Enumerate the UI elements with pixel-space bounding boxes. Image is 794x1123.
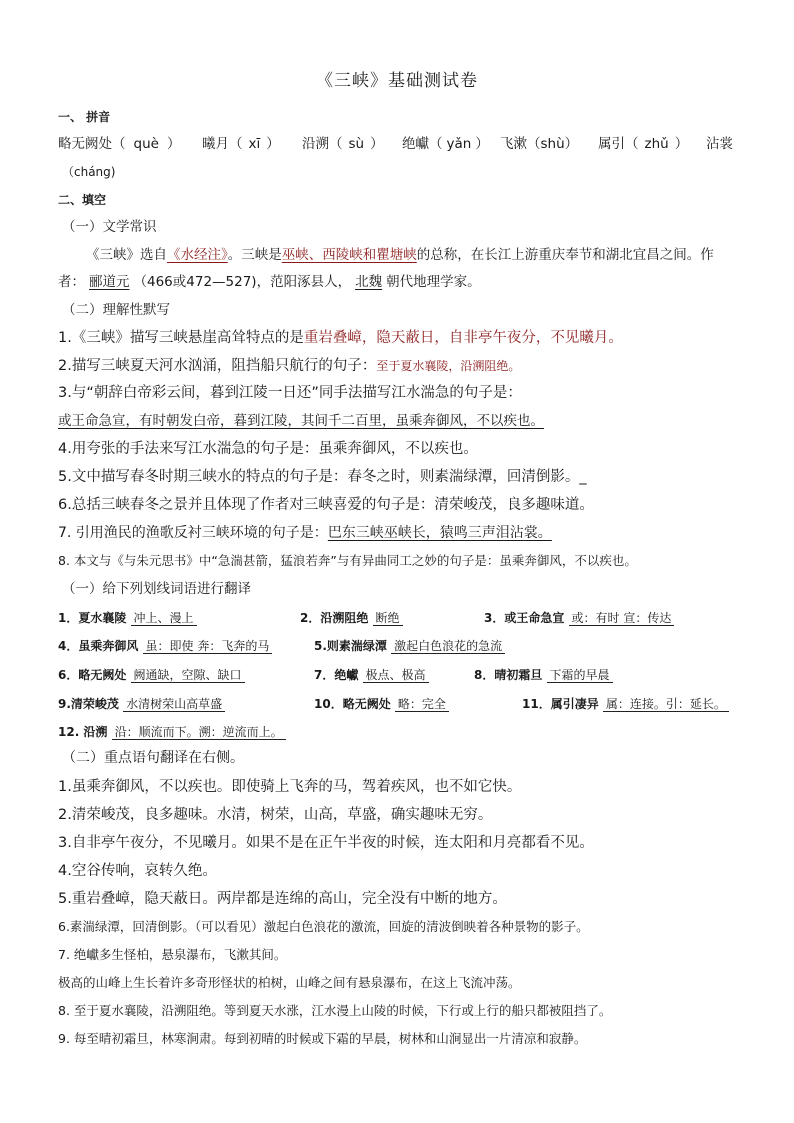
pinyin-wrap: （cháng) (62, 165, 116, 179)
sentence-translation-4: 4.空谷传响，哀转久绝。 (58, 863, 217, 879)
section-fill-heading: 二、填空 (58, 193, 107, 207)
dictation-7: 7. 引用渔民的渔歌反衬三峡环境的句子是：巴东三峡巫峡长，猿鸣三声泪沾裳。 (58, 525, 552, 541)
pinyin-item: 沿溯（ sù ） (302, 136, 384, 152)
sentence-translation-2: 2.清荣峻茂，良多趣味。水清，树荣，山高，草盛，确实趣味无穷。 (58, 807, 493, 823)
sentence-translation-9: 9. 每至晴初霜旦，林寒涧肃。每到初晴的时候或下霜的早晨，树林和山涧显出一片清凉和寂静。 (58, 1031, 587, 1046)
pinyin-item: 飞漱（shù） (500, 136, 579, 152)
word-item: 10．略无阙处 略：完全 (314, 694, 449, 714)
word-item: 11．属引凄异 属：连接。引：延长。 (522, 694, 729, 714)
page-title: 《三峡》基础测试卷 (316, 71, 478, 91)
sentence-translation-7: 7. 绝巘多生怪柏，悬泉瀑布，飞漱其间。 (58, 947, 287, 962)
sentence-translation-3: 3.自非亭午夜分，不见曦月。如果不是在正午半夜的时候，连太阳和月亮都看不见。 (58, 835, 594, 851)
dictation-5: 5.文中描写春冬时期三峡水的特点的句子是：春冬之时，则素湍绿潭，回清倒影。_ (58, 469, 587, 485)
word-item: 2．沿溯阻绝 断绝 (300, 608, 403, 628)
subsection-literature: （一）文学常识 (62, 219, 157, 235)
pinyin-item: 属引（ zhǔ ） (598, 136, 689, 152)
pinyin-item: 绝巘（ yǎn ） (402, 136, 489, 152)
dictation-1: 1.《三峡》描写三峡悬崖高耸特点的是重岩叠嶂，隐天蔽日，自非亭午夜分，不见曦月。 (58, 330, 623, 346)
section-pinyin-heading: 一、 拼音 (58, 110, 111, 124)
section-sentence-translation: （二）重点语句翻译在右侧。 (62, 750, 244, 766)
literature-line-1: 《三峡》选自《水经注》。三峡是巫峡、西陵峡和瞿塘峡的总称，在长江上游重庆奉节和湖北宜昌之间。作 (86, 247, 714, 263)
word-item: 1．夏水襄陵 冲上、漫上 (58, 608, 197, 628)
subsection-dictation: （二）理解性默写 (62, 302, 170, 318)
dictation-6: 6.总括三峡春冬之景并且体现了作者对三峡喜爱的句子是：清荣峻茂，良多趣味道。 (58, 497, 594, 513)
word-item: 8．晴初霜旦 下霜的早晨 (474, 665, 613, 685)
literature-line-2: 者： 郦道元 （466或472—527)，范阳涿县人， 北魏 朝代地理学家。 (58, 274, 481, 290)
word-item: 12. 沿溯 沿：顺流而下。溯：逆流而上。 (58, 722, 286, 742)
dictation-4: 4.用夸张的手法来写江水湍急的句子是：虽乘奔御风，不以疾也。 (58, 441, 478, 457)
word-item: 6．略无阙处 阙通缺，空隙、缺口 (58, 665, 245, 685)
section-word-translation: （一）给下列划线词语进行翻译 (62, 581, 251, 597)
sentence-translation-7-meaning: 极高的山峰上生长着许多奇形怪状的柏树，山峰之间有悬泉瀑布，在这上飞流冲荡。 (58, 975, 521, 990)
sentence-translation-8: 8. 至于夏水襄陵，沿溯阻绝。等到夏天水涨，江水漫上山陵的时候，下行或上行的船只都被阻挡了。 (58, 1003, 612, 1018)
pinyin-item: 曦月（ xī ） (202, 136, 280, 152)
pinyin-item: 沾裳 (706, 136, 733, 152)
pinyin-item: 略无阙处（ què ） (58, 136, 181, 152)
word-item: 7．绝巘 极点、极高 (314, 665, 429, 685)
sentence-translation-5: 5.重岩叠嶂，隐天蔽日。两岸都是连绵的高山，完全没有中断的地方。 (58, 891, 507, 907)
word-item: 4．虽乘奔御风 虽：即使 奔：飞奔的马 (58, 636, 272, 656)
dictation-3: 3.与“朝辞白帝彩云间，暮到江陵一日还”同手法描写江水湍急的句子是： (58, 385, 522, 401)
dictation-8: 8. 本文与《与朱元思书》中“急湍甚箭，猛浪若奔”与有异曲同工之妙的句子是：虽乘奔御风，不以疾也。 (58, 553, 637, 568)
dictation-2: 2.描写三峡夏天河水汹涌，阻挡船只航行的句子：至于夏水襄陵，沿溯阻绝。 (58, 358, 521, 374)
word-item: 3．或王命急宣 或：有时 宣：传达 (484, 608, 674, 628)
sentence-translation-1: 1.虽乘奔御风，不以疾也。即使骑上飞奔的马，驾着疾风，也不如它快。 (58, 779, 522, 795)
sentence-translation-6: 6.素湍绿潭，回清倒影。（可以看见）激起白色浪花的激流，回旋的清波倒映着各种景物的影子。 (58, 919, 589, 934)
word-item: 9.清荣峻茂 水清树荣山高草盛 (58, 694, 225, 714)
word-item: 5.则素湍绿潭 激起白色浪花的急流 (314, 636, 505, 656)
dictation-3-answer: 或王命急宣，有时朝发白帝，暮到江陵，其间千二百里，虽乘奔御风，不以疾也。 (58, 413, 544, 429)
